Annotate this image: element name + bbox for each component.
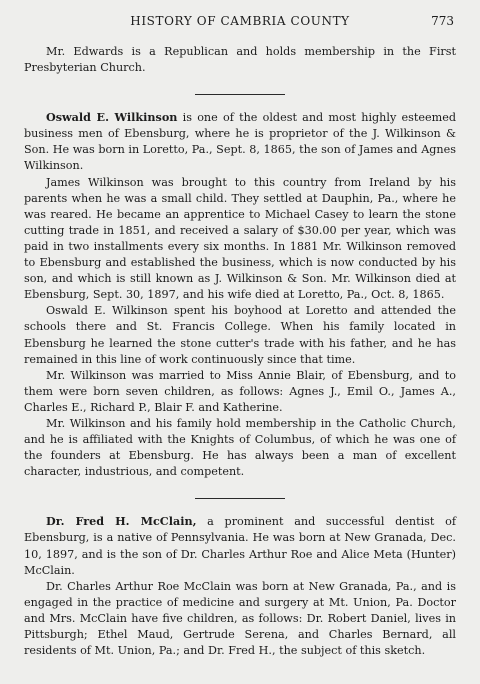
paragraph-edwards: Mr. Edwards is a Republican and holds membership in the First Presbyterian Church. bbox=[24, 45, 456, 75]
section-divider bbox=[195, 94, 285, 95]
paragraph-james-wilkinson: James Wilkinson was brought to this country from Ireland by his parents when he was a small child. They settled at Dauphin, Pa., where he was reared. He became an apprentice to Michael Casey to learn the stone cutting trade in 1851, and received a salary of $30.00 per year, which was paid in two installments every six months. In 1881 Mr. Wilkinson removed to Ebensburg and established the business, which is now conducted by his son, and which is still known as J. Wilkinson & Son. Mr. Wilkinson died at Ebensburg, Sept. 30, 1897, and his wife died at Loretto, Pa., Oct. 8, 1865. bbox=[24, 175, 456, 302]
paragraph-church: Mr. Wilkinson and his family hold membership in the Catholic Church, and he is affiliated with the Knights of Columbus, of which he was one of the founders at Ebensburg. He has always been a man of excellent character, industrious, and competent. bbox=[24, 416, 456, 479]
running-head bbox=[0, 14, 480, 32]
running-title: HISTORY OF CAMBRIA COUNTY bbox=[130, 14, 350, 28]
paragraph-boyhood: Oswald E. Wilkinson spent his boyhood at Loretto and attended the schools there and St. Francis College. When his family located in Ebensburg he learned the stone cutter's trade with his father, and he has remained in this line of work continuously since that time. bbox=[24, 304, 456, 366]
body-text bbox=[24, 44, 456, 659]
paragraph-wilkinson-intro-text: is one of the oldest and most highly esteemed business men of Ebensburg, where he is proprietor of the J. Wilkinson & Son. He was born in Loretto, Pa., Sept. 8, 1865, the son of James and Agnes Wilkinson. bbox=[24, 111, 456, 173]
section-divider bbox=[195, 498, 285, 499]
subject-name-mcclain: Dr. Fred H. McClain, bbox=[46, 514, 197, 529]
paragraph-charles-mcclain: Dr. Charles Arthur Roe McClain was born at New Granada, Pa., and is engaged in the practice of medicine and surgery at Mt. Union, Pa. Doctor and Mrs. McClain have five children, as follows: Dr. Robert Daniel, lives in Pittsburgh; Ethel Maud, Gertrude Serena, and Charles Bernard, all residents of Mt. Union, Pa.; and Dr. Fred H., the subject of this sketch. bbox=[24, 579, 456, 658]
paragraph-mcclain-intro bbox=[24, 513, 456, 578]
paragraph-mcclain-intro-text: a prominent and successful dentist of Ebensburg, is a native of Pennsylvania. He was born at New Granada, Dec. 10, 1897, and is the son of Dr. Charles Arthur Roe and Alice Meta (Hunter) McClain. bbox=[24, 515, 456, 577]
subject-name-wilkinson: Oswald E. Wilkinson bbox=[46, 110, 178, 125]
paragraph-marriage: Mr. Wilkinson was married to Miss Annie Blair, of Ebensburg, and to them were born seven children, as follows: Agnes J., Emil O., James A., Charles E., Richard P., Blair F. and Katherine. bbox=[24, 368, 456, 414]
page-number: 773 bbox=[431, 14, 454, 28]
paragraph-wilkinson-intro bbox=[24, 109, 456, 174]
